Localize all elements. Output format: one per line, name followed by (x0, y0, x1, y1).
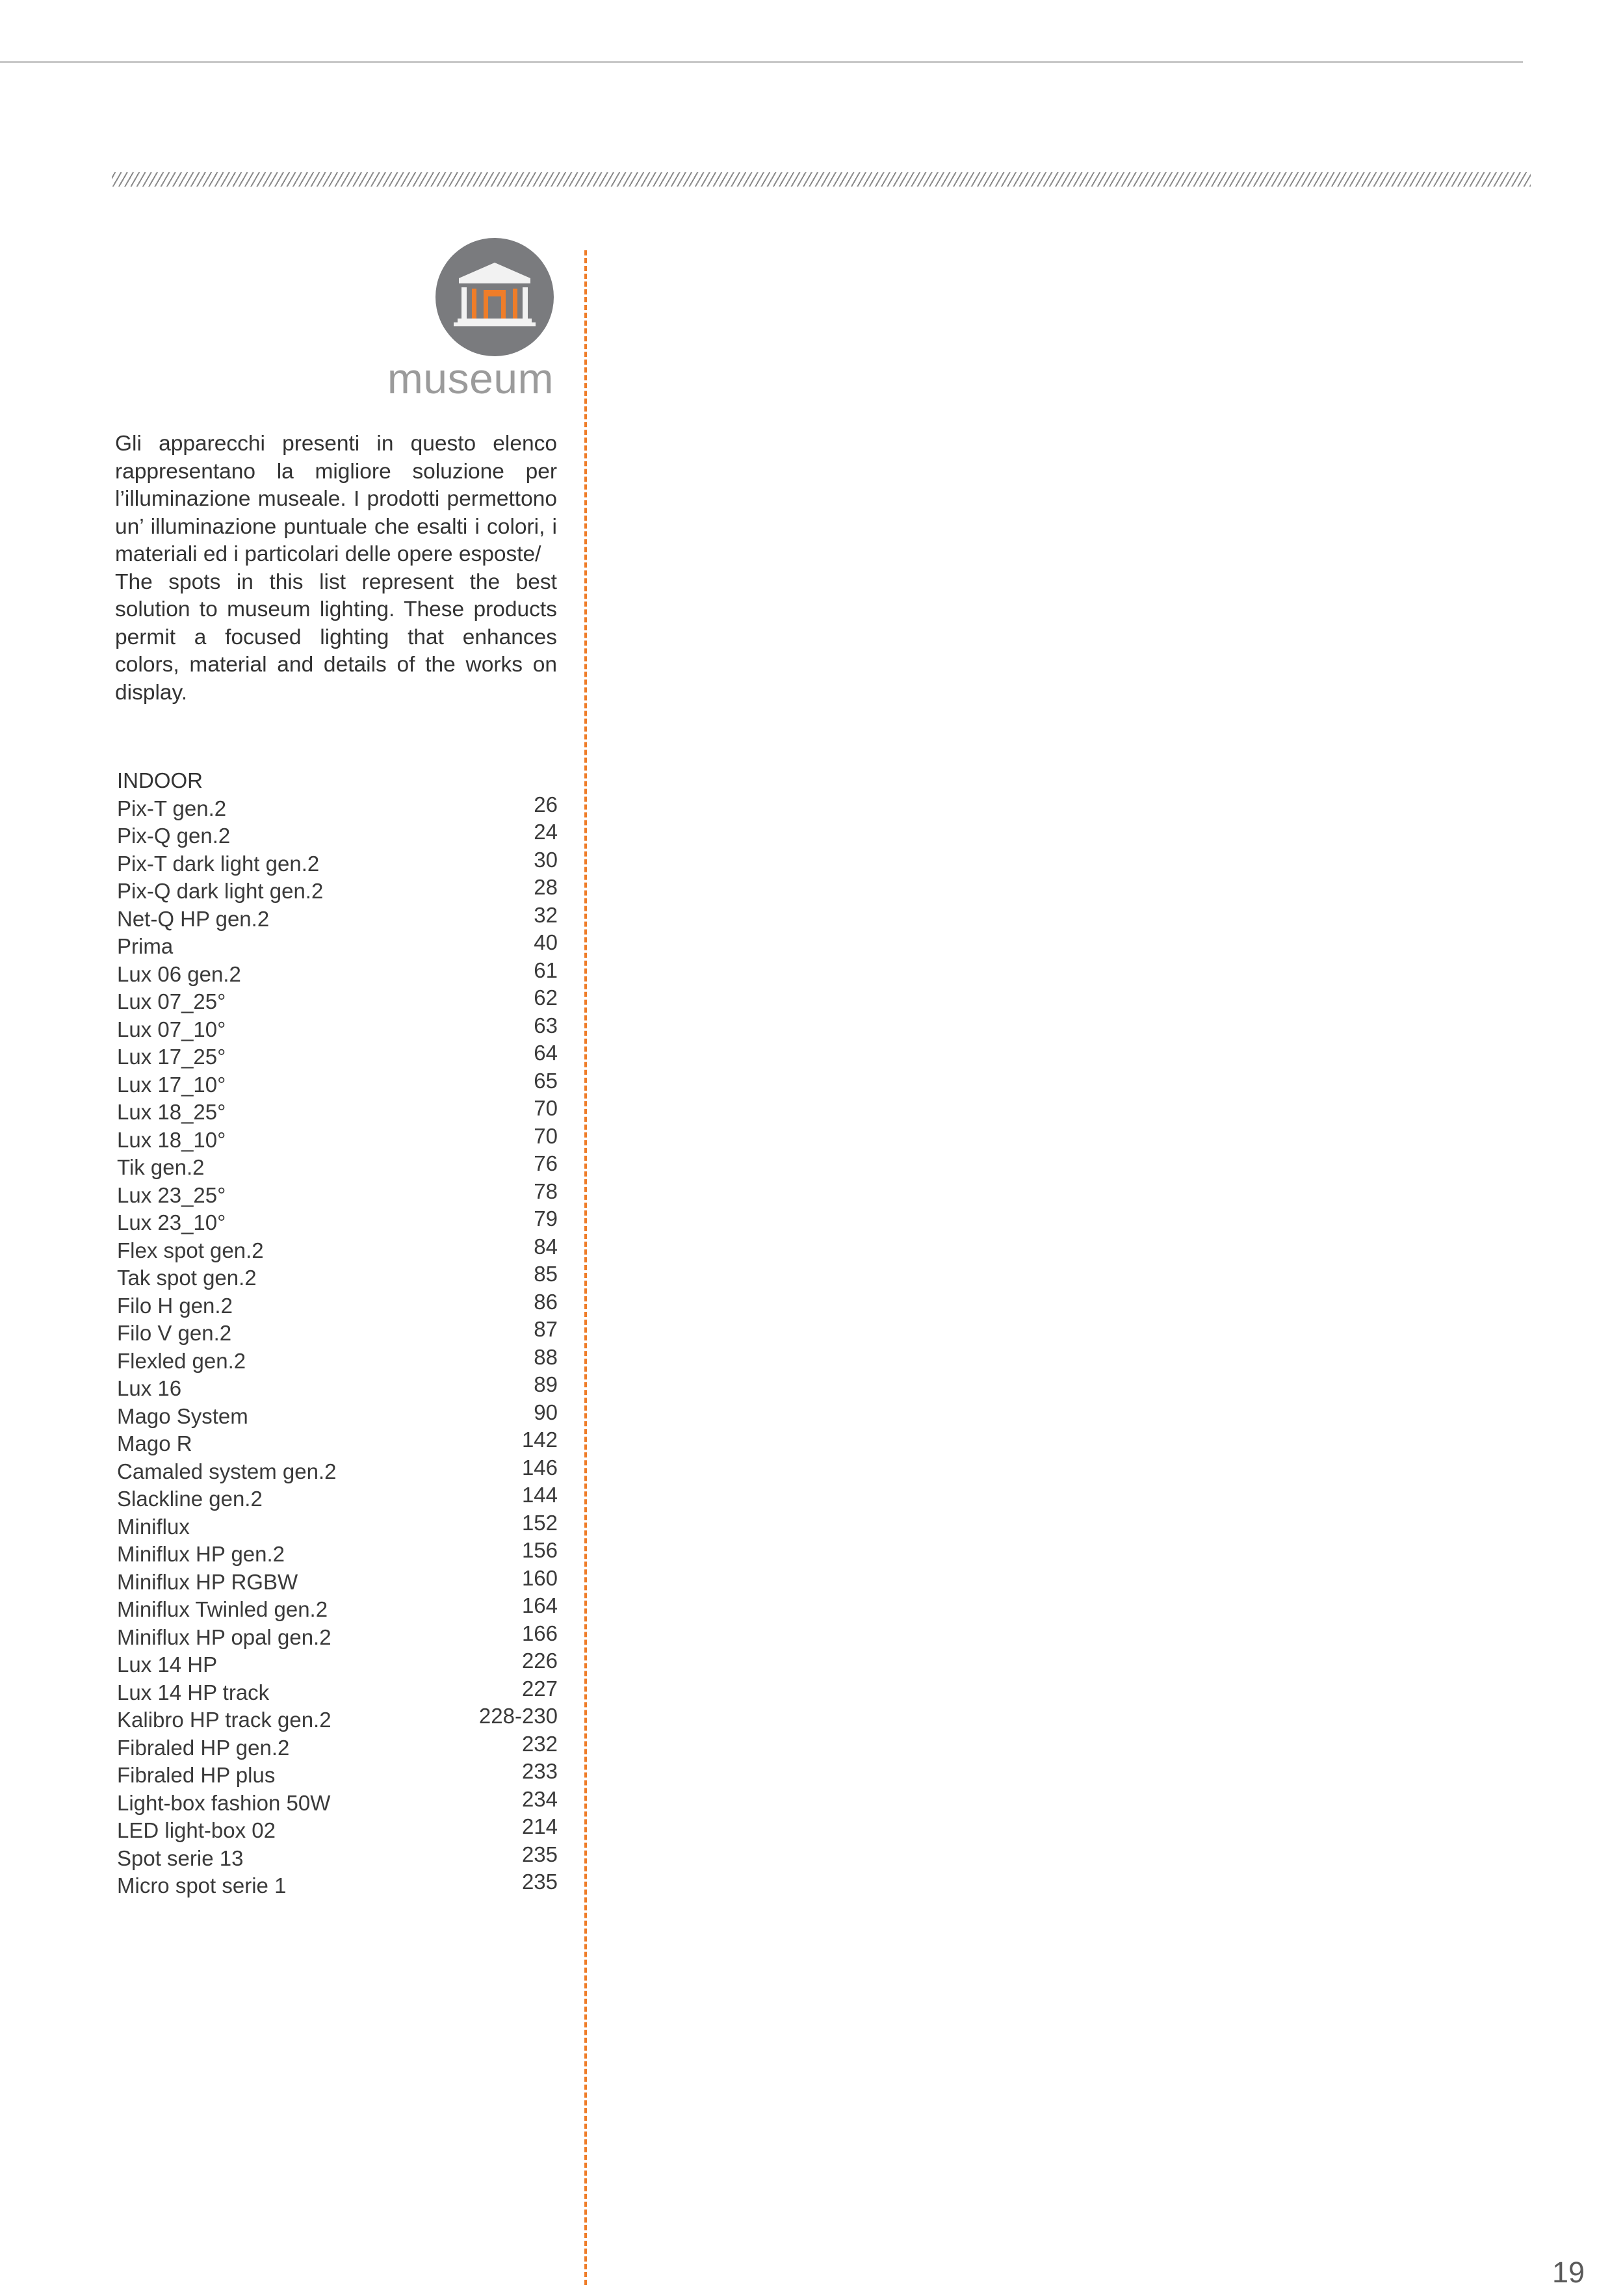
item-name: Pix-Q dark light gen.2 (117, 879, 324, 903)
item-page: 61 (534, 958, 558, 982)
list-item (117, 1209, 558, 1237)
item-page: 70 (534, 1123, 558, 1148)
item-page: 40 (534, 930, 558, 954)
item-page: 30 (534, 847, 558, 872)
item-page: 65 (534, 1068, 558, 1093)
item-name: Lux 07_25° (117, 989, 226, 1013)
item-page: 232 (521, 1731, 558, 1756)
item-name: Flex spot gen.2 (117, 1238, 264, 1262)
list-item (117, 1814, 558, 1845)
item-name: Miniflux HP RGBW (117, 1569, 298, 1594)
list-item (117, 1565, 558, 1597)
item-name: Lux 23_25° (117, 1182, 226, 1207)
item-name: Slackline gen.2 (117, 1487, 263, 1511)
item-page: 89 (534, 1372, 558, 1396)
item-page: 88 (534, 1344, 558, 1369)
list-item (117, 1786, 558, 1818)
item-name: Tak spot gen.2 (117, 1266, 257, 1290)
item-name: Miniflux HP opal gen.2 (117, 1624, 331, 1649)
list-item (117, 1538, 558, 1569)
item-page: 226 (521, 1649, 558, 1673)
item-page: 156 (521, 1538, 558, 1562)
list-item (117, 1289, 558, 1320)
item-page: 164 (521, 1593, 558, 1617)
list-item (117, 1651, 558, 1679)
item-page: 146 (521, 1455, 558, 1480)
page-number: 19 (1552, 2256, 1585, 2289)
museum-building-icon (435, 238, 554, 356)
list-item (117, 1179, 558, 1210)
item-name: Filo V gen.2 (117, 1321, 232, 1345)
item-name: Mago R (117, 1431, 192, 1455)
item-name: Lux 23_10° (117, 1210, 226, 1234)
item-name: Pix-Q gen.2 (117, 824, 231, 848)
list-item (117, 1123, 558, 1155)
item-name: Lux 06 gen.2 (117, 961, 241, 986)
item-name: Light-box fashion 50W (117, 1790, 331, 1815)
top-rule (0, 61, 1523, 63)
item-page: 84 (534, 1234, 558, 1259)
list-item (117, 1068, 558, 1099)
list-item (117, 1372, 558, 1403)
list-item (117, 1234, 558, 1265)
item-name: Fibraled HP gen.2 (117, 1735, 290, 1760)
item-name: Fibraled HP plus (117, 1763, 276, 1787)
item-page: 70 (534, 1096, 558, 1120)
list-item (117, 1872, 558, 1900)
item-name: Lux 14 HP (117, 1652, 218, 1676)
item-page: 86 (534, 1289, 558, 1314)
list-item (117, 1430, 558, 1458)
list-item (117, 1344, 558, 1376)
item-page: 160 (521, 1565, 558, 1590)
list-item (117, 1096, 558, 1127)
list-item (117, 1706, 558, 1734)
item-page: 152 (521, 1510, 558, 1535)
list-item (117, 792, 558, 823)
list-item (117, 875, 558, 906)
item-page: 227 (521, 1676, 558, 1701)
list-item (117, 1842, 558, 1873)
item-page: 76 (534, 1151, 558, 1175)
item-page: 235 (521, 1870, 558, 1894)
item-name: Pix-T dark light gen.2 (117, 851, 320, 876)
item-name: Miniflux (117, 1514, 190, 1539)
item-name: Camaled system gen.2 (117, 1459, 337, 1483)
item-page: 85 (534, 1262, 558, 1286)
item-name: Miniflux Twinled gen.2 (117, 1597, 328, 1621)
list-item (117, 930, 558, 961)
list-item (117, 1510, 558, 1541)
hatch-divider (112, 172, 1531, 187)
item-name: Lux 17_25° (117, 1045, 226, 1069)
item-name: Lux 17_10° (117, 1072, 226, 1097)
list-item (117, 1621, 558, 1652)
item-name: Prima (117, 934, 174, 958)
section-heading: INDOOR (117, 768, 203, 792)
list-item (117, 1013, 558, 1044)
item-name: Lux 18_25° (117, 1100, 226, 1124)
item-page: 235 (521, 1842, 558, 1866)
item-name: Filo H gen.2 (117, 1293, 233, 1318)
item-page: 234 (521, 1786, 558, 1811)
item-name: Lux 16 (117, 1376, 182, 1400)
item-name: LED light-box 02 (117, 1818, 276, 1842)
item-page: 142 (521, 1428, 558, 1452)
item-page: 228-230 (478, 1704, 558, 1728)
list-item (117, 902, 558, 933)
list-item (117, 1043, 558, 1071)
intro-text (115, 430, 557, 707)
list-item (117, 1455, 558, 1486)
intro-english: The spots in this list represent the best solution to museum lighting. These products permit a focused lighting that enhances colors, material and details of the works on display. (115, 569, 557, 705)
list-item (117, 985, 558, 1016)
list-item (117, 1759, 558, 1790)
item-page: 32 (534, 902, 558, 927)
list-item (117, 1264, 558, 1292)
item-page: 90 (534, 1400, 558, 1424)
item-name: Tik gen.2 (117, 1155, 205, 1179)
list-item (117, 1731, 558, 1762)
item-page: 79 (534, 1207, 558, 1231)
item-page: 63 (534, 1013, 558, 1037)
item-page: 24 (534, 820, 558, 844)
list-item (117, 958, 558, 989)
item-page: 78 (534, 1179, 558, 1203)
vertical-divider (584, 250, 587, 2285)
item-name: Lux 07_10° (117, 1017, 226, 1041)
intro-italian: Gli apparecchi presenti in questo elenco rappresentano la migliore soluzione per l’illuminazione museale. I prodotti permettono un’ illuminazione puntuale che esalti i colori, i materiali ed i particolari delle opere esposte/ (115, 432, 557, 566)
item-name: Flexled gen.2 (117, 1348, 246, 1373)
item-name: Spot serie 13 (117, 1846, 244, 1870)
category-title: museum (387, 354, 554, 402)
list-item (117, 1151, 558, 1182)
item-name: Miniflux HP gen.2 (117, 1542, 285, 1566)
item-page: 166 (521, 1621, 558, 1645)
item-page: 214 (521, 1814, 558, 1838)
list-item (117, 1317, 558, 1348)
item-page: 28 (534, 875, 558, 899)
item-page: 62 (534, 985, 558, 1010)
list-rows (117, 792, 558, 1900)
list-item (117, 1593, 558, 1624)
item-page: 87 (534, 1317, 558, 1341)
list-item (117, 1400, 558, 1431)
list-item (117, 847, 558, 878)
item-name: Net-Q HP gen.2 (117, 906, 270, 931)
item-name: Lux 14 HP track (117, 1680, 270, 1704)
item-name: Micro spot serie 1 (117, 1873, 287, 1898)
museum-badge (435, 238, 554, 356)
item-name: Pix-T gen.2 (117, 796, 227, 820)
item-page: 144 (521, 1483, 558, 1507)
item-page: 26 (534, 792, 558, 816)
item-page: 64 (534, 1041, 558, 1065)
list-item (117, 1485, 558, 1513)
product-list (117, 767, 558, 1900)
item-page: 233 (521, 1759, 558, 1783)
list-item (117, 822, 558, 850)
item-name: Lux 18_10° (117, 1127, 226, 1152)
item-name: Mago System (117, 1403, 248, 1428)
item-name: Kalibro HP track gen.2 (117, 1708, 331, 1732)
